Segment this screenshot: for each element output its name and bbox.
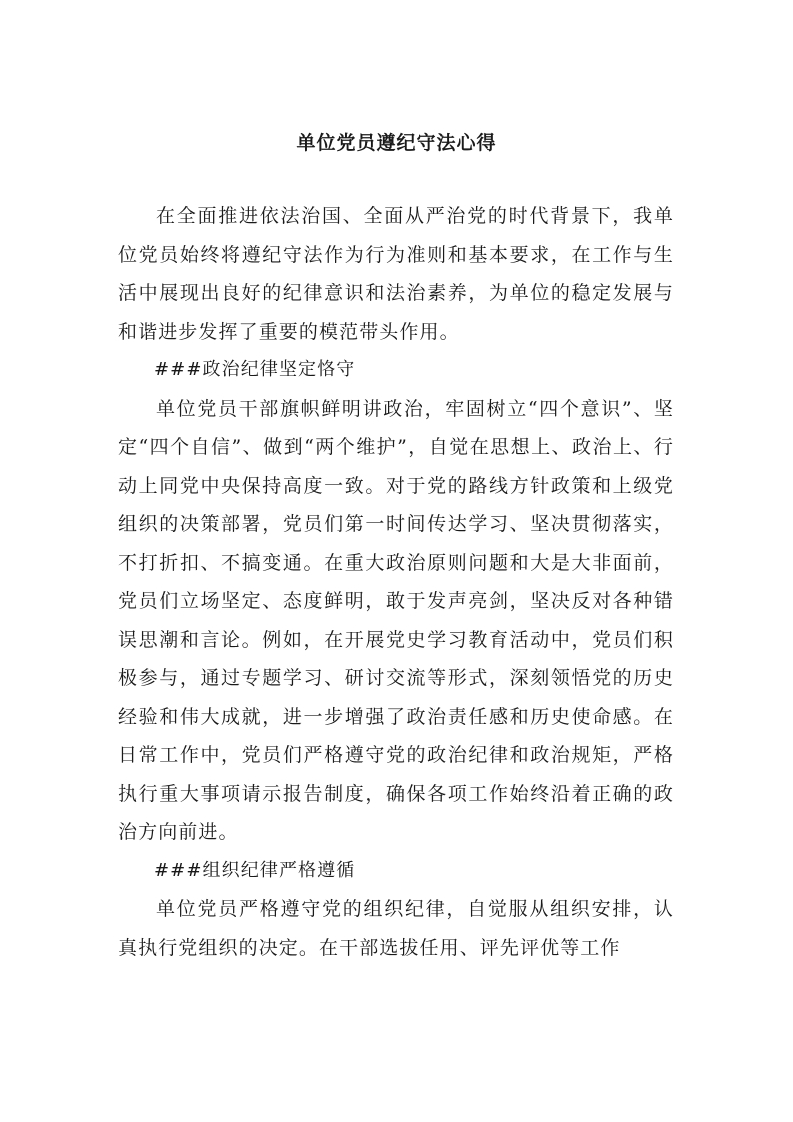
section-heading-organizational: ###组织纪律严格遵循 xyxy=(154,859,356,881)
document-body xyxy=(118,197,674,967)
document-title: 单位党员遵纪守法心得 xyxy=(296,132,497,154)
paragraph-organizational: 单位党员严格遵守党的组织纪律，自觉服从组织安排，认真执行党组织的决定。在干部选拔任用、评先评优等工作 xyxy=(118,898,674,959)
paragraph-intro: 在全面推进依法治国、全面从严治党的时代背景下，我单位党员始终将遵纪守法作为行为准则和基本要求，在工作与生活中展现出良好的纪律意识和法治素养，为单位的稳定发展与和谐进步发挥了重要的模范带头作用。 xyxy=(118,205,674,343)
paragraph-political: 单位党员干部旗帜鲜明讲政治，牢固树立“四个意识”、坚定“四个自信”、做到“两个维护”，自觉在思想上、政治上、行动上同党中央保持高度一致。对于党的路线方针政策和上级党组织的决策部署，党员们第一时间传达学习、坚决贯彻落实，不打折扣、不搞变通。在重大政治原则问题和大是大非面前，党员们立场坚定、态度鲜明，敢于发声亮剑，坚决反对各种错误思潮和言论。例如，在开展党史学习教育活动中，党员们积极参与，通过专题学习、研讨交流等形式，深刻领悟党的历史经验和伟大成就，进一步增强了政治责任感和历史使命感。在日常工作中，党员们严格遵守党的政治纪律和政治规矩，严格执行重大事项请示报告制度，确保各项工作始终沿着正确的政治方向前进。 xyxy=(118,397,674,843)
section-heading-political: ###政治纪律坚定恪守 xyxy=(154,359,356,380)
